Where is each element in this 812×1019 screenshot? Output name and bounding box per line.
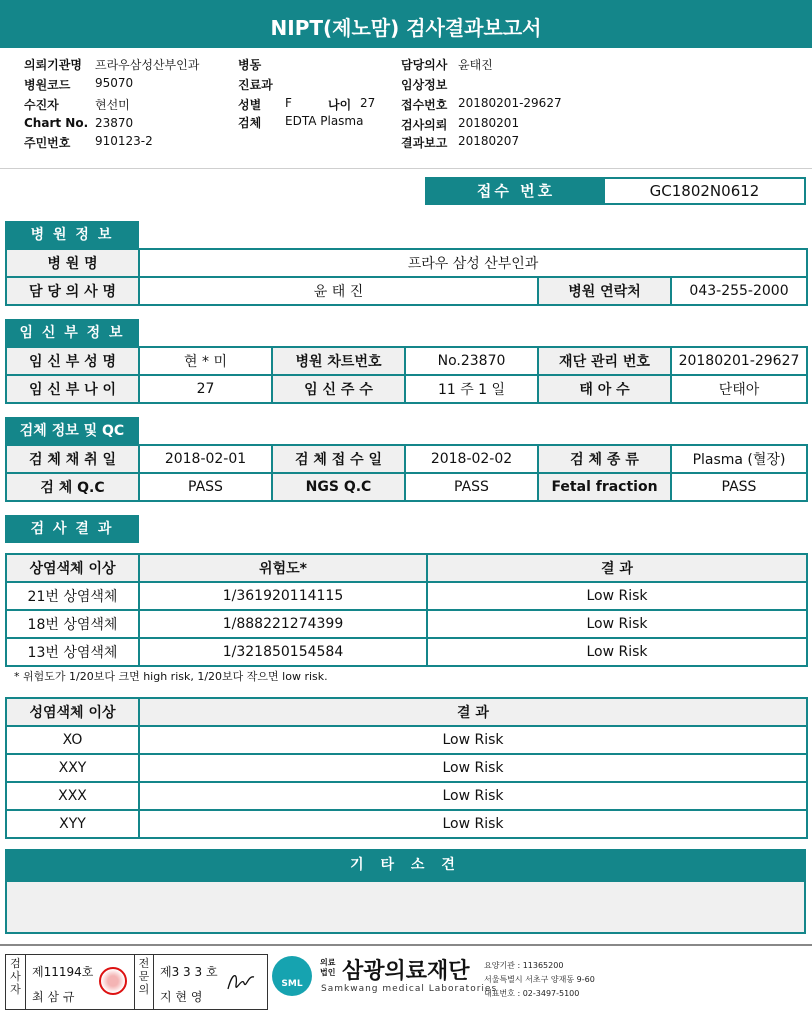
autosomal-risk: 1/888221274399 [139,610,427,638]
hospital-contact-value: 043-255-2000 [671,277,807,305]
table-row [6,782,807,810]
sex-chrom-name: XXY [6,754,139,782]
report-date-label: 결과보고 [401,136,448,150]
chart-no-label: 병원 차트번호 [272,347,405,375]
specimen-qc-label: 검 체 Q.C [6,473,139,501]
header-divider [0,168,812,169]
sex-value: F [285,96,292,110]
age-value: 27 [360,96,376,110]
chart-label: Chart No. [24,116,89,130]
clinical-label: 임상정보 [401,78,448,92]
autosomal-header-result: 결 과 [427,554,807,582]
autosomal-result: Low Risk [427,610,807,638]
footer-divider [0,944,812,946]
table-row [6,582,807,610]
specimen-value: EDTA Plasma [285,114,364,128]
sex-chrom-result: Low Risk [139,810,807,838]
mgmt-no-value: 20180201-29627 [671,347,807,375]
receipt-no-label: 접수번호 [401,98,448,112]
org-phone: 대표번호 : 02-3497-5100 [484,989,580,998]
autosomal-name: 21번 상염색체 [6,582,139,610]
receipt-box-value: GC1802N0612 [649,182,760,200]
pregnant-name-value: 현 * 미 [139,347,272,375]
doctor-name-label: 담 당 의 사 명 [6,277,139,305]
fetal-fraction-label: Fetal fraction [538,473,671,501]
sex-header-name: 성염색체 이상 [6,698,139,726]
specimen-info-table [5,444,808,502]
doctor-name-value: 윤 태 진 [139,277,538,305]
sex-chrom-name: XO [6,726,139,754]
fetus-count-label: 태 아 수 [538,375,671,403]
id-value: 910123-2 [95,134,153,148]
sml-logo-icon: SML [272,956,312,996]
request-value: 20180201 [458,116,520,130]
org-institution-code: 요양기관 : 11365200 [484,961,564,970]
tester-number: 제11194호 [32,965,94,979]
confirmer-name: 지 현 영 [160,990,203,1004]
table-row [6,638,807,666]
receive-date-label: 검 체 접 수 일 [272,445,405,473]
sex-chrom-result: Low Risk [139,782,807,810]
pregnant-age-value: 27 [139,375,272,403]
recipient-value: 현선미 [95,98,130,112]
sex-chrom-name: XYY [6,810,139,838]
autosomal-table [5,553,808,667]
collect-date-label: 검 체 채 취 일 [6,445,139,473]
table-row [6,810,807,838]
sex-chrom-result: Low Risk [139,754,807,782]
remarks-title: 기 타 소 견 [5,849,806,882]
confirmer-number: 제3 3 3 호 [160,965,218,979]
org-address: 서울특별시 서초구 양재동 9-60 [484,975,595,984]
remarks-body [5,882,806,934]
code-label: 병원코드 [24,78,71,92]
fetal-fraction-value: PASS [671,473,807,501]
signature-image [224,967,260,997]
signature-box [5,954,268,1010]
id-label: 주민번호 [24,136,71,150]
table-row [6,726,807,754]
hospital-info-tab: 병 원 정 보 [5,221,139,249]
results-tab: 검 사 결 과 [5,515,139,543]
gest-weeks-label: 임 신 주 수 [272,375,405,403]
autosomal-risk: 1/361920114115 [139,582,427,610]
org-prefix-1: 의료 [320,958,336,967]
sex-chromosome-table [5,697,808,839]
risk-note: * 위험도가 1/20보다 크면 high risk, 1/20보다 작으면 low risk. [14,670,328,683]
request-label: 검사의뢰 [401,118,448,132]
ngs-qc-value: PASS [405,473,538,501]
sex-label: 성별 [238,98,262,112]
receipt-box [425,177,806,205]
gest-weeks-value: 11 주 1 일 [405,375,538,403]
doctor-label: 담당의사 [401,58,448,72]
dept-label: 진료과 [238,78,273,92]
pregnant-info-tab: 임 신 부 정 보 [5,319,139,347]
pregnant-info-table [5,346,808,404]
hospital-contact-label: 병원 연락처 [538,277,671,305]
collect-date-value: 2018-02-01 [139,445,272,473]
code-value: 95070 [95,76,134,90]
hospital-info-table [5,248,808,306]
org-prefix-2: 법인 [320,968,336,977]
autosomal-name: 13번 상염색체 [6,638,139,666]
age-label: 나이 [328,98,352,112]
sex-chrom-result: Low Risk [139,726,807,754]
ward-label: 병동 [238,58,262,72]
report-header [0,54,812,158]
receipt-no-value: 20180201-29627 [458,96,562,110]
ngs-qc-label: NGS Q.C [272,473,405,501]
tester-label: 검사자 [6,955,26,1009]
mgmt-no-label: 재단 관리 번호 [538,347,671,375]
table-row [6,610,807,638]
hospital-label: 의뢰기관명 [24,58,82,72]
hospital-name-label: 병 원 명 [6,249,139,277]
org-english-name: Samkwang medical Laboratories [321,984,498,994]
seal-stamp [99,967,127,995]
sex-header-result: 결 과 [139,698,807,726]
chart-no-value: No.23870 [405,347,538,375]
receive-date-value: 2018-02-02 [405,445,538,473]
specimen-qc-value: PASS [139,473,272,501]
autosomal-header-risk: 위험도* [139,554,427,582]
report-date-value: 20180207 [458,134,520,148]
pregnant-age-label: 임 신 부 나 이 [6,375,139,403]
specimen-label: 검체 [238,116,262,130]
hospital-name-value: 프라우 삼성 산부인과 [139,249,807,277]
hospital-value: 프라우삼성산부인과 [95,58,200,72]
doctor-value: 윤태진 [458,58,493,72]
fetus-count-value: 단태아 [671,375,807,403]
confirmer-label: 전문의 [134,955,154,1009]
specimen-info-tab: 검체 정보 및 QC [5,417,139,445]
autosomal-name: 18번 상염색체 [6,610,139,638]
report-title: NIPT(제노맘) 검사결과보고서 [0,0,812,48]
autosomal-result: Low Risk [427,582,807,610]
chart-value: 23870 [95,116,134,130]
org-name: 삼광의료재단 [342,959,470,984]
footer [0,952,812,1014]
pregnant-name-label: 임 신 부 성 명 [6,347,139,375]
receipt-box-label: 접수 번호 [427,179,605,203]
table-row [6,754,807,782]
autosomal-risk: 1/321850154584 [139,638,427,666]
sex-chrom-name: XXX [6,782,139,810]
tester-name: 최 삼 규 [32,990,75,1004]
specimen-type-value: Plasma (혈장) [671,445,807,473]
specimen-type-label: 검 체 종 류 [538,445,671,473]
org-prefix [320,958,335,978]
autosomal-header-name: 상염색체 이상 [6,554,139,582]
autosomal-result: Low Risk [427,638,807,666]
recipient-label: 수진자 [24,98,59,112]
